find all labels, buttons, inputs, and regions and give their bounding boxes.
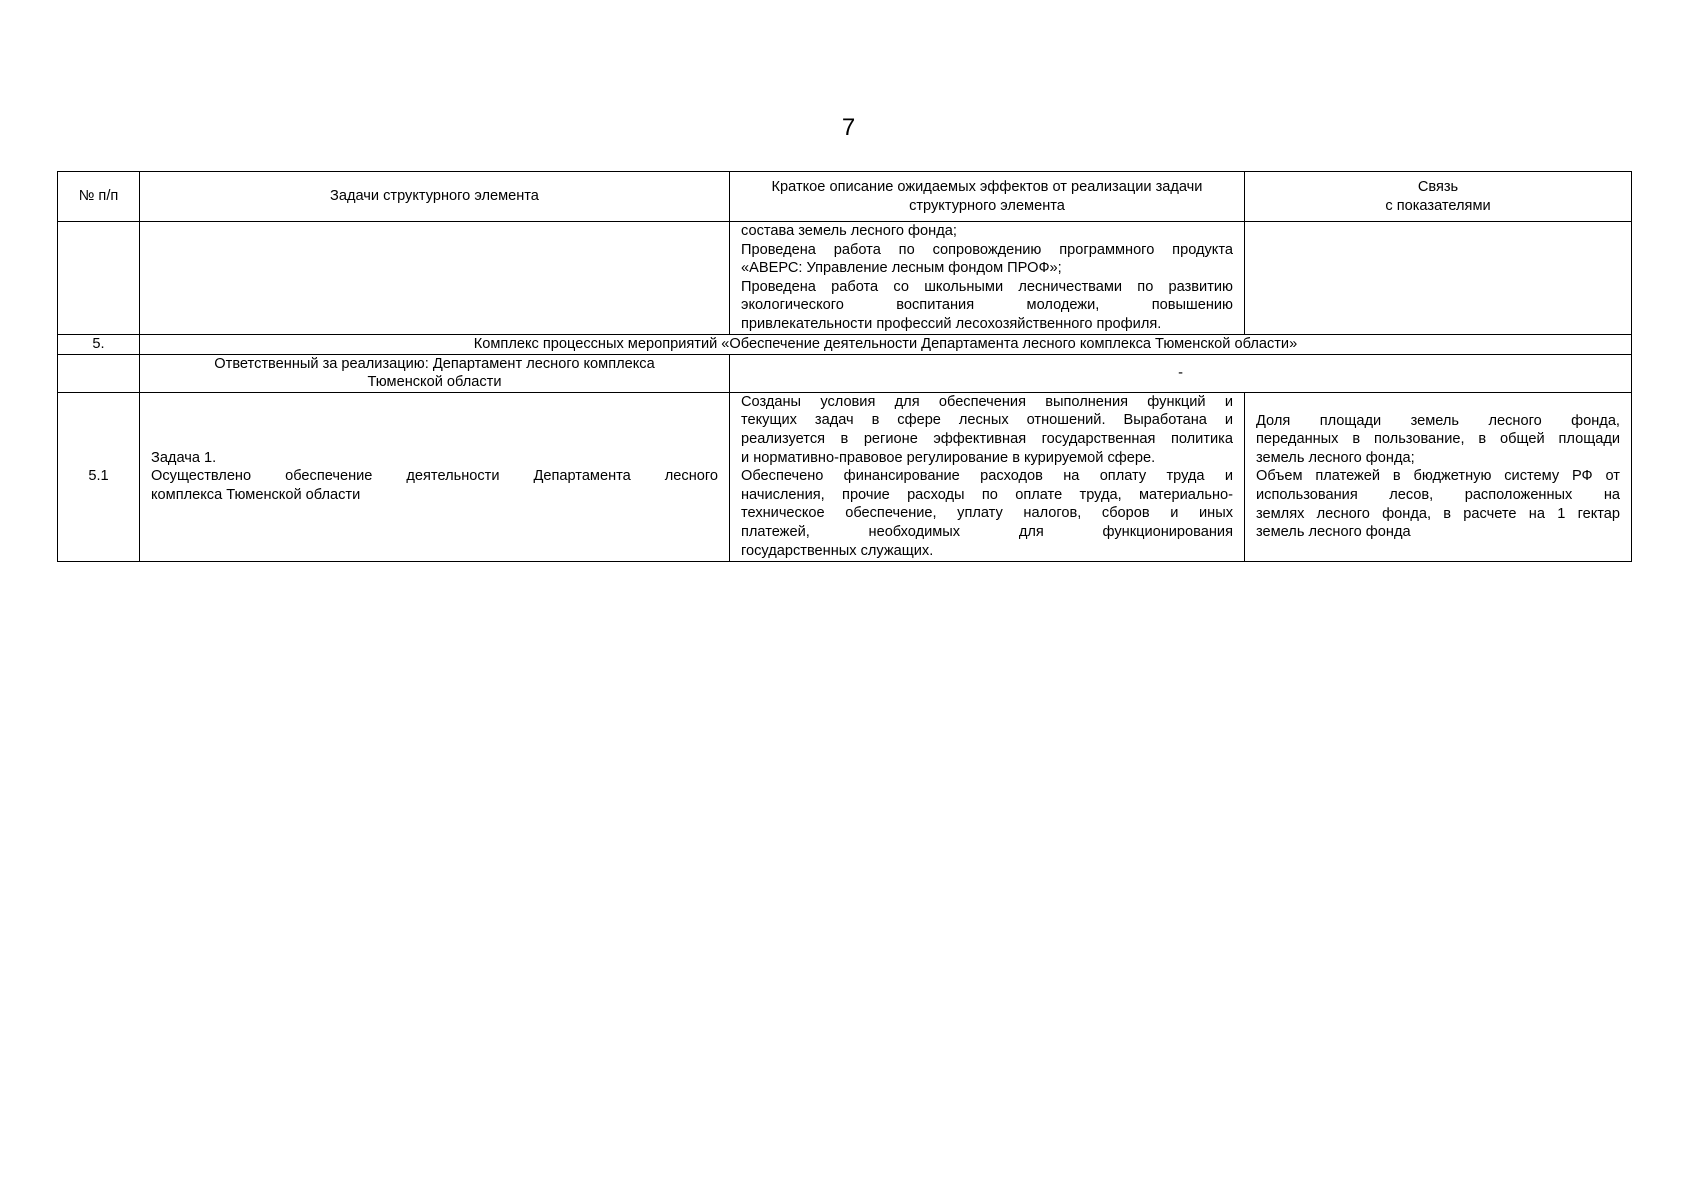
task-effects: Созданы условия для обеспечения выполнения функций и текущих задач в сфере лесных отношений. Выработана и реализуется в регионе эффективная государственная политика и нормативно-правовое регулирование в курируемой сфере. Обеспечено финансирование расходов на оплату труда и начисления, прочие расходы по оплате труда, материально- техническое обеспечение, уплату налогов, сборов и иных платежей, необходимых для функционирования государственных служащих. [730,392,1245,561]
table-header-row [58,172,1632,222]
task-row [58,392,1632,561]
cell-num-empty [58,222,140,335]
cell-num-empty [58,354,140,392]
task-indicators: Доля площади земель лесного фонда, переданных в пользование, в общей площади земель лесного фонда; Объем платежей в бюджетную систему РФ от использования лесов, расположенных на землях лесного фонда, в расчете на 1 гектар земель лесного фонда [1245,392,1632,561]
table-row [58,222,1632,335]
structural-elements-table [57,171,1632,562]
header-num: № п/п [58,172,140,222]
section-num: 5. [58,335,140,355]
task-num: 5.1 [58,392,140,561]
cell-link-empty [1245,222,1632,335]
cell-effects-continuation: состава земель лесного фонда; Проведена работа по сопровождению программного продукта «АВЕРС: Управление лесным фондом ПРОФ»; Проведена работа со школьными лесничествами по развитию экологического воспитания молодежи, повышению привлекательности профессий лесохозяйственного профиля. [730,222,1245,335]
page-number: 7 [841,114,856,141]
section-title: Комплекс процессных мероприятий «Обеспечение деятельности Департамента лесного комплекса Тюменской области» [140,335,1632,355]
task-title: Задача 1. [151,449,217,466]
header-link: Связь с показателями [1245,172,1632,222]
section-row [58,335,1632,355]
header-effects: Краткое описание ожидаемых эффектов от реализации задачи структурного элемента [730,172,1245,222]
responsible-value: - [730,354,1632,392]
task-description: Задача 1. Осуществлено обеспечение деятельности Департамента лесного комплекса Тюменской области [140,392,730,561]
responsible-text: Ответственный за реализацию: Департамент лесного комплекса Тюменской области [140,354,730,392]
responsible-row [58,354,1632,392]
header-tasks: Задачи структурного элемента [140,172,730,222]
cell-tasks-empty [140,222,730,335]
